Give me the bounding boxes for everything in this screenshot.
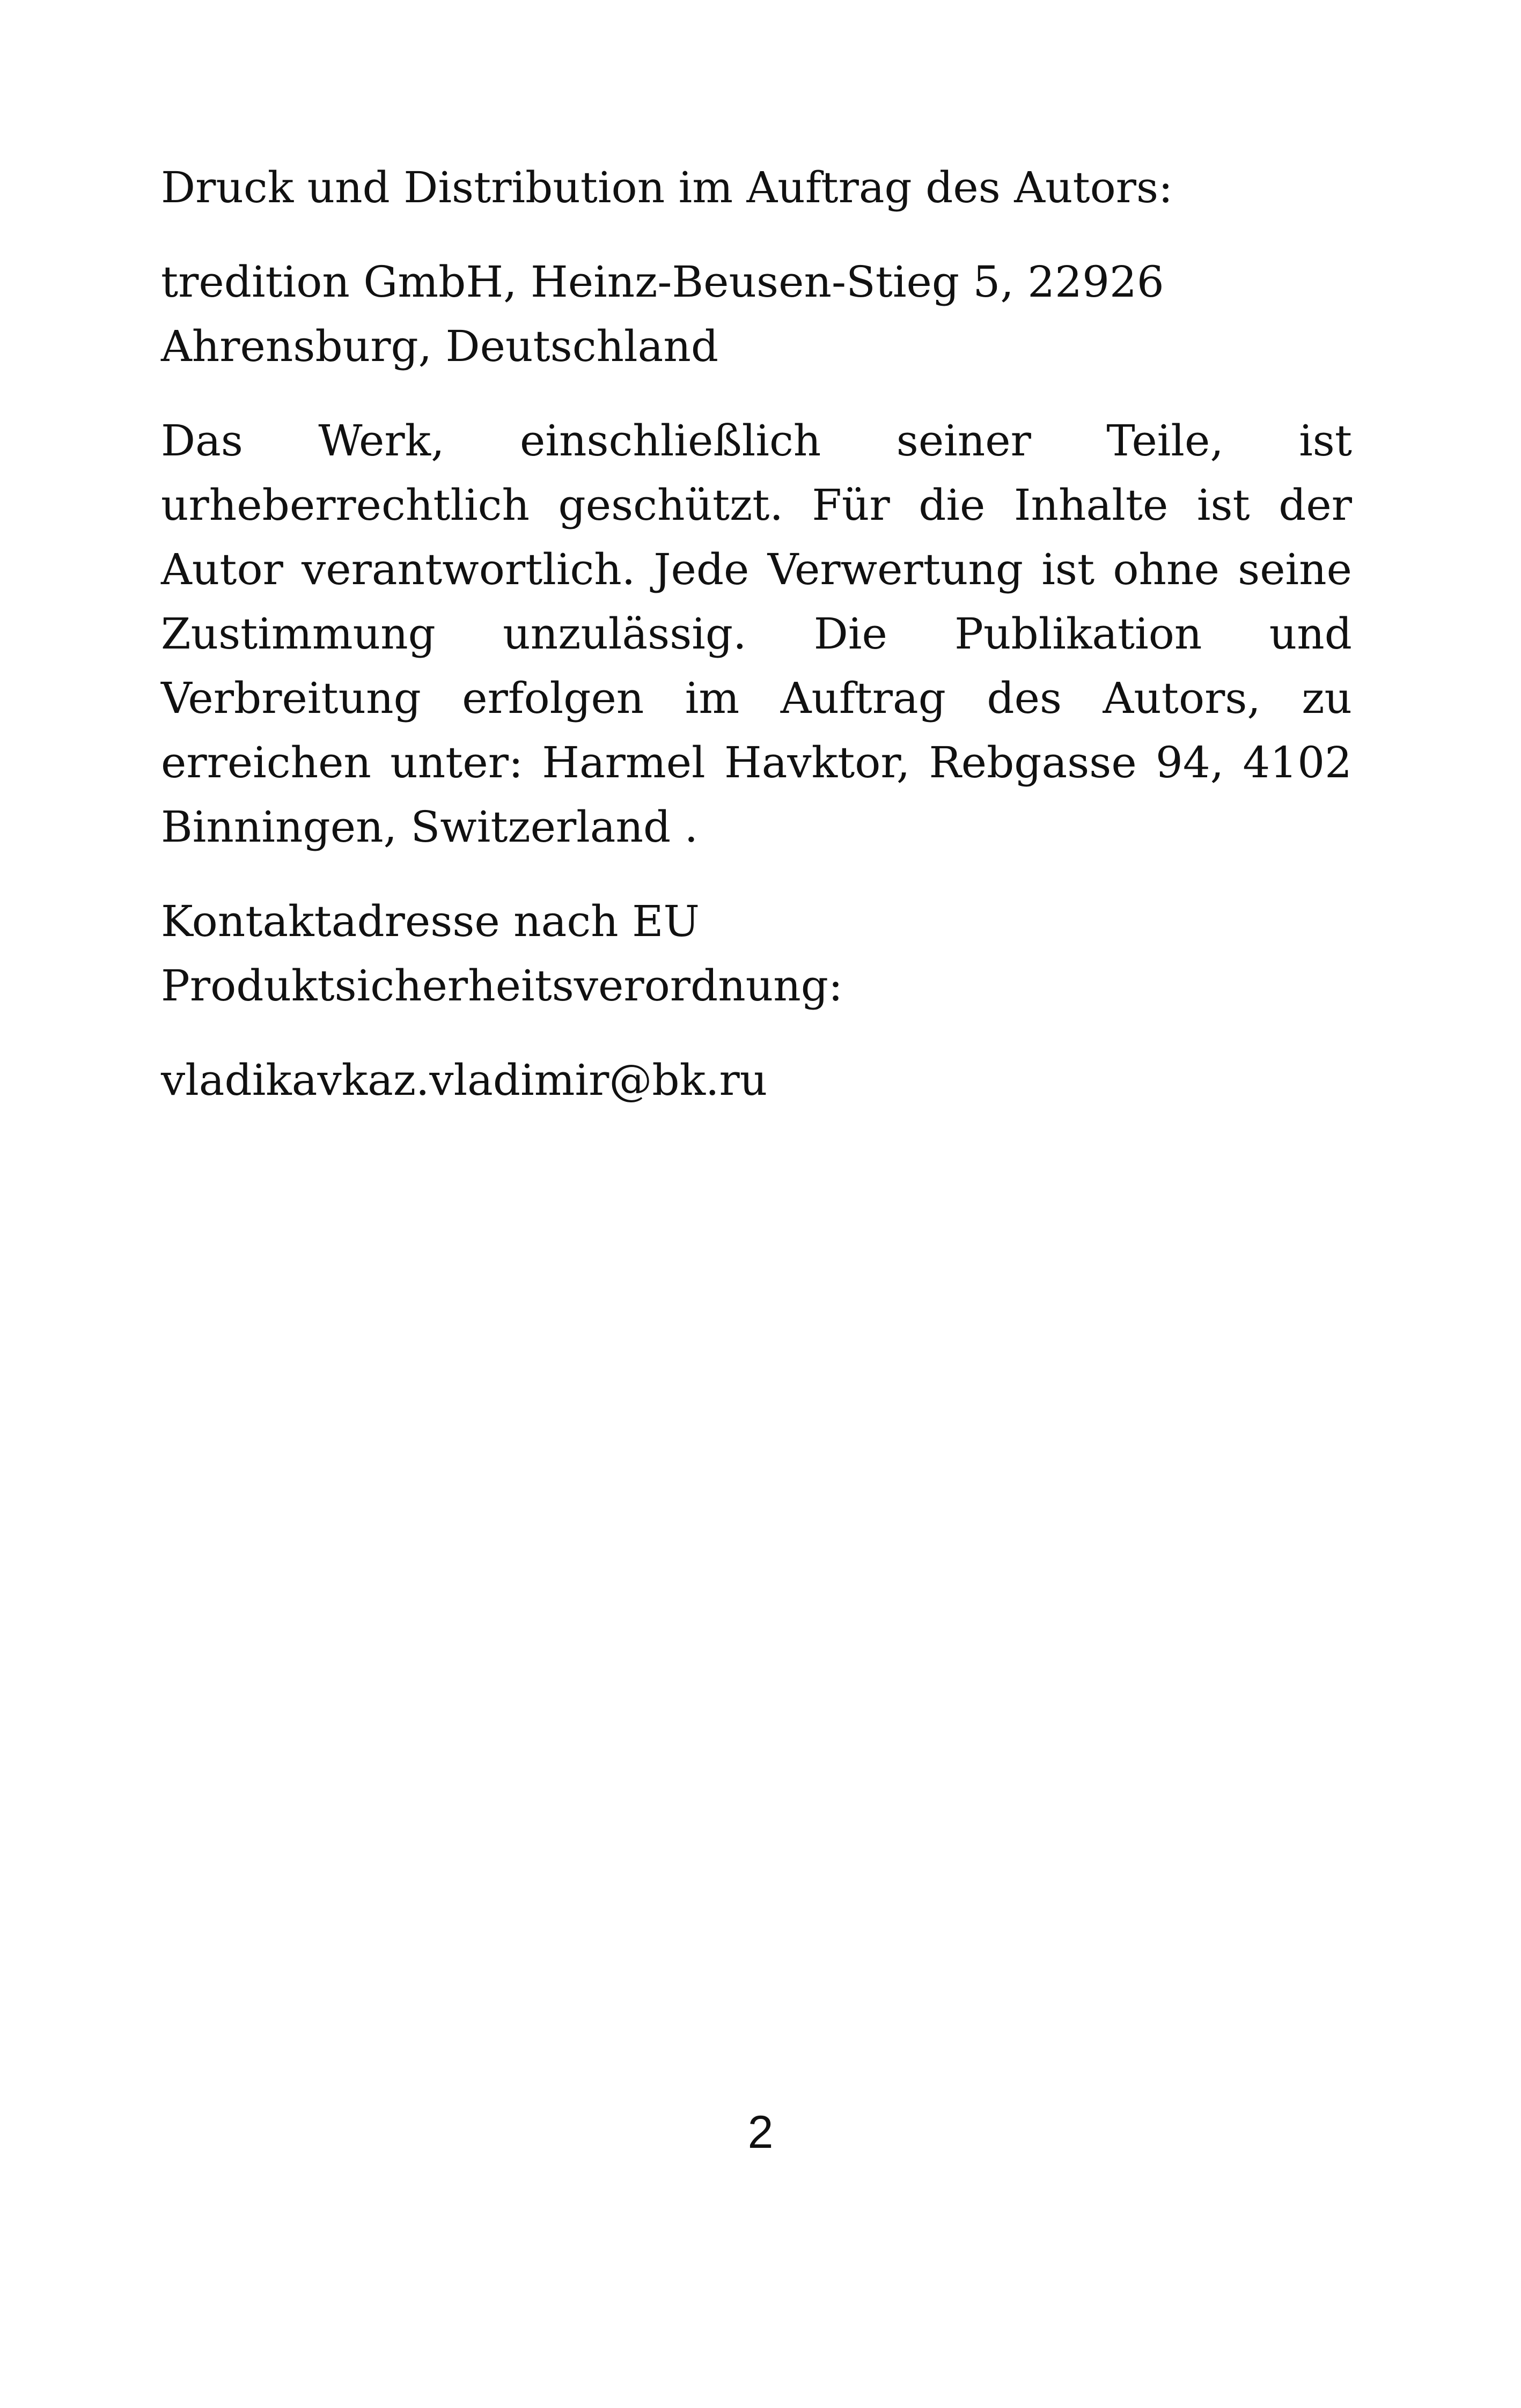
- page-number: 2: [747, 2107, 774, 2158]
- publisher-address-line-2: Ahrensburg, Deutschland: [161, 321, 719, 371]
- contact-email: vladikavkaz.vladimir@bk.ru: [161, 1055, 768, 1105]
- print-distribution-heading: Druck und Distribution im Auftrag des Autors:: [161, 163, 1173, 212]
- contact-heading-line-2: Produktsicherheitsverordnung:: [161, 961, 843, 1011]
- contact-heading: [161, 889, 1352, 1018]
- copyright-notice: Das Werk, einschließlich seiner Teile, ist urheberrechtlich geschützt. Für die Inhalte ist der Autor verantwortlich. Jede Verwertung ist ohne seine Zustimmung unzulässig. Die Publikation und Verbreitung erfolgen im Auftrag des Autors, zu erreichen unter: Harmel Havktor, Rebgasse 94, 4102 Binningen, Switzerland .: [161, 416, 1352, 852]
- imprint-text-block: [161, 156, 1352, 1143]
- publisher-address: [161, 250, 1352, 379]
- publisher-address-line-1: tredition GmbH, Heinz-Beusen-Stieg 5, 22926: [161, 257, 1164, 307]
- contact-heading-line-1: Kontaktadresse nach EU: [161, 896, 700, 946]
